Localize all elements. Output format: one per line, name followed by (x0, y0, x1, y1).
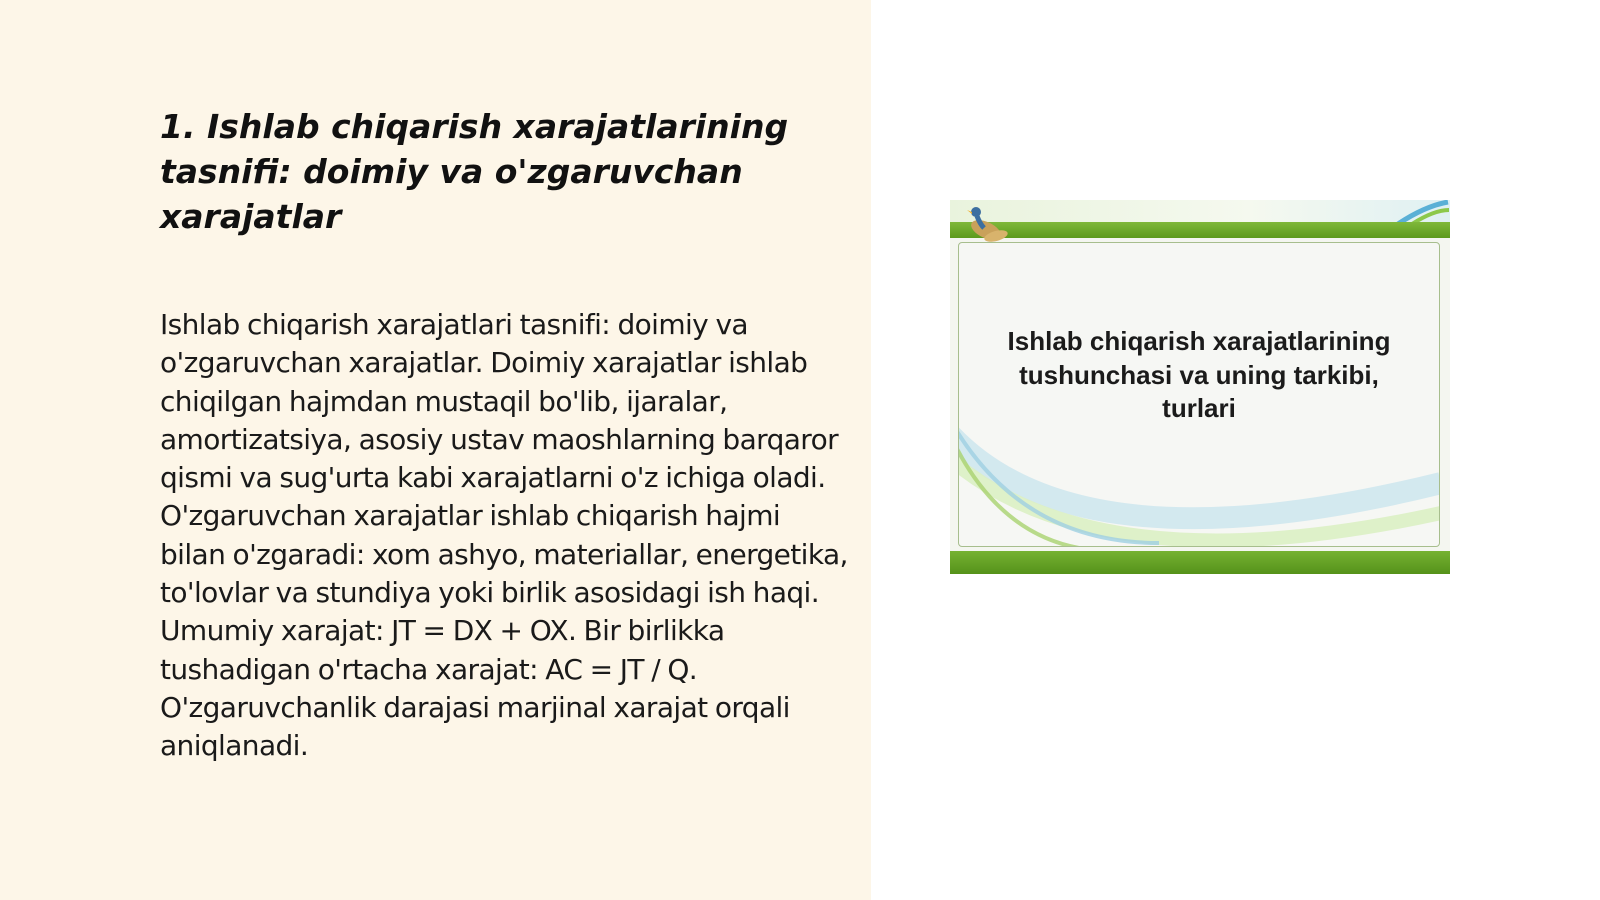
thumbnail-bottom-bar (950, 551, 1450, 574)
slide-thumbnail-image (950, 200, 1450, 574)
thumbnail-card (958, 242, 1440, 547)
thumbnail-top-bar (950, 222, 1450, 238)
bird-icon (950, 200, 1020, 250)
slide-body-text: Ishlab chiqarish xarajatlari tasnifi: doimiy va o'zgaruvchan xarajatlar. Doimiy xarajatlar ishlab chiqilgan hajmdan mustaqil bo'lib, ijaralar, amortizatsiya, asosiy ustav maoshlarning barqaror qismi va sug'urta kabi xarajatlarni o'z ichiga oladi. O'zgaruvchan xarajatlar ishlab chiqarish hajmi bilan o'zgaradi: xom ashyo, materiallar, energetika, to'lovlar va stundiya yoki birlik asosidagi ish haqi. Umumiy xarajat: JT = DX + OX. Bir birlikka tushadigan o'rtacha xarajat: AC = JT / Q. O'zgaruvchanlik darajasi marjinal xarajat orqali aniqlanadi. (160, 308, 848, 763)
thumbnail-title: Ishlab chiqarish xarajatlarining tushunchasi va uning tarkibi, turlari (1007, 326, 1391, 423)
slide-title: 1. Ishlab chiqarish xarajatlarining tasnifi: doimiy va o'zgaruvchan xarajatlar (160, 107, 789, 236)
thumbnail-header-strip (950, 200, 1450, 222)
